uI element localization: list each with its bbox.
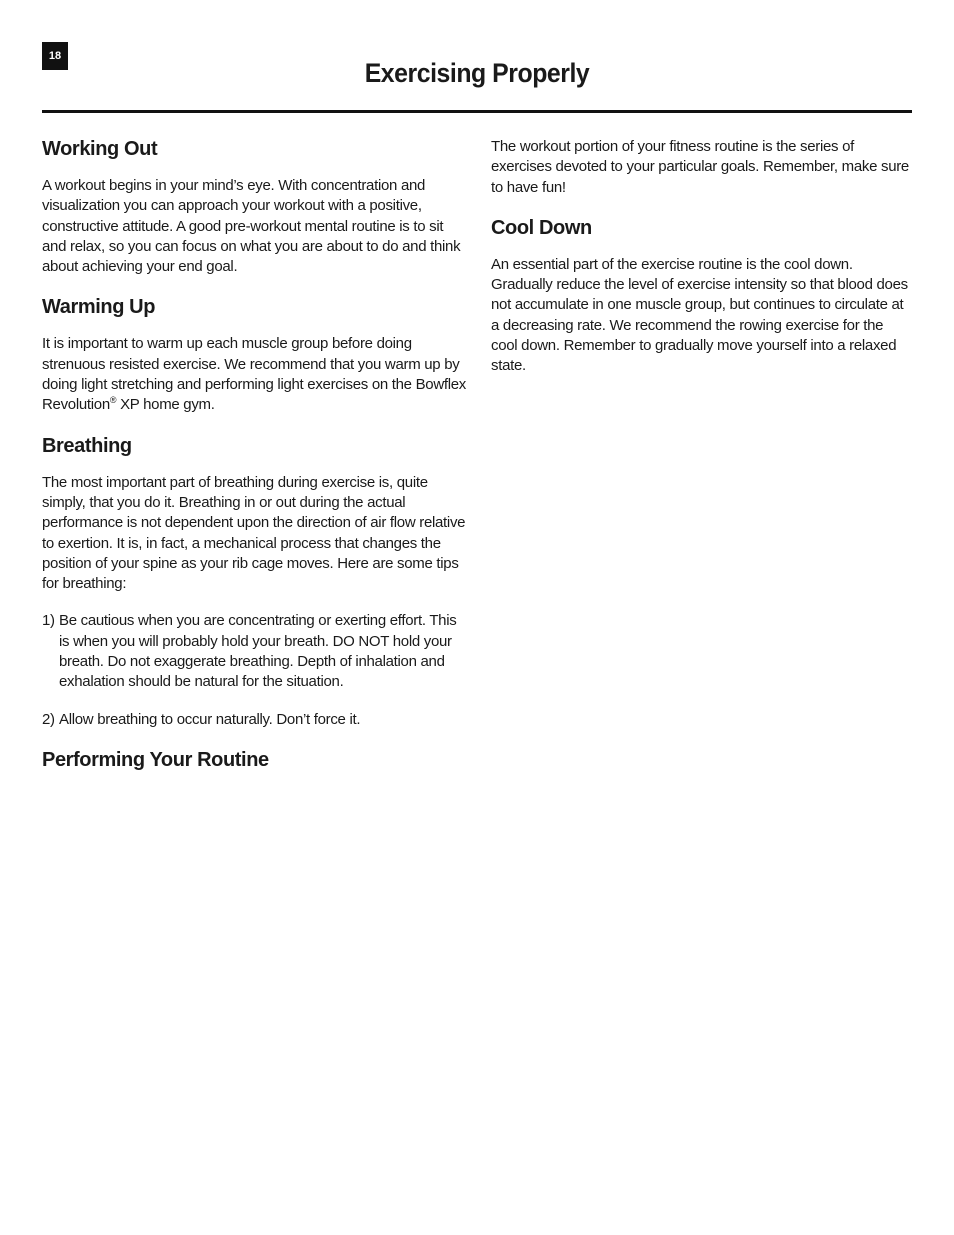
breathing-tips-list — [42, 611, 467, 729]
list-item-text: Be cautious when you are concentrating or exerting effort. This is when you will probably hold your breath. DO NOT hold your breath. Do not exaggerate breathing. Depth of inhalation and exhalation should be natural for the situation. — [59, 612, 457, 691]
heading-breathing: Breathing — [42, 434, 132, 457]
warming-up-text-end: XP home gym. — [116, 396, 215, 414]
left-column — [42, 136, 467, 787]
list-item — [42, 710, 467, 730]
section-cool-down — [491, 215, 913, 377]
section-breathing — [42, 433, 467, 730]
warming-up-text: It is important to warm up each muscle group before doing strenuous resisted exercise. We recommend that you warm up by doing light stretching and performing light exercises on the Bowflex Revolution — [42, 335, 467, 414]
right-column — [491, 137, 913, 394]
list-item — [42, 611, 467, 692]
list-item-number: 2) — [42, 710, 55, 728]
section-warming-up — [42, 294, 467, 415]
registered-trademark: ® — [109, 395, 117, 406]
paragraph-warming-up — [42, 334, 467, 415]
paragraph-working-out: A workout begins in your mind’s eye. With concentration and visualization you can approach your workout with a positive, constructive attitude. A good pre-workout mental routine is to sit and relax, so you can focus on what you are about to do and think about achieving your end goal. — [42, 177, 461, 276]
section-performing-routine — [42, 747, 467, 773]
list-item-text: Allow breathing to occur naturally. Don’t force it. — [59, 710, 361, 728]
paragraph-cool-down: An essential part of the exercise routine is the cool down. Gradually reduce the level of exercise intensity so that blood does not accumulate in one muscle group, but continues to circulate at a decreasing rate. We recommend the rowing exercise for the cool down. Remember to gradually move yourself into a relaxed state. — [491, 255, 908, 375]
list-item-number: 1) — [42, 612, 55, 630]
heading-warming-up: Warming Up — [42, 296, 156, 319]
paragraph-performing-routine: The workout portion of your fitness routine is the series of exercises devoted to your particular goals. Remember, make sure to have fun! — [491, 138, 909, 196]
paragraph-breathing: The most important part of breathing during exercise is, quite simply, that you do it. Breathing in or out during the actual performance is not dependent upon the direction of air flow relative to exertion. It is, in fact, a mechanical process that changes the position of your spine as your rib cage moves. Here are some tips for breathing: — [42, 473, 466, 593]
heading-performing-routine: Performing Your Routine — [42, 748, 269, 771]
title-divider — [42, 110, 912, 113]
section-working-out — [42, 136, 467, 277]
page-title: Exercising Properly — [364, 58, 590, 88]
heading-cool-down: Cool Down — [491, 216, 592, 239]
page-number: 18 — [42, 42, 68, 70]
heading-working-out: Working Out — [42, 138, 158, 160]
